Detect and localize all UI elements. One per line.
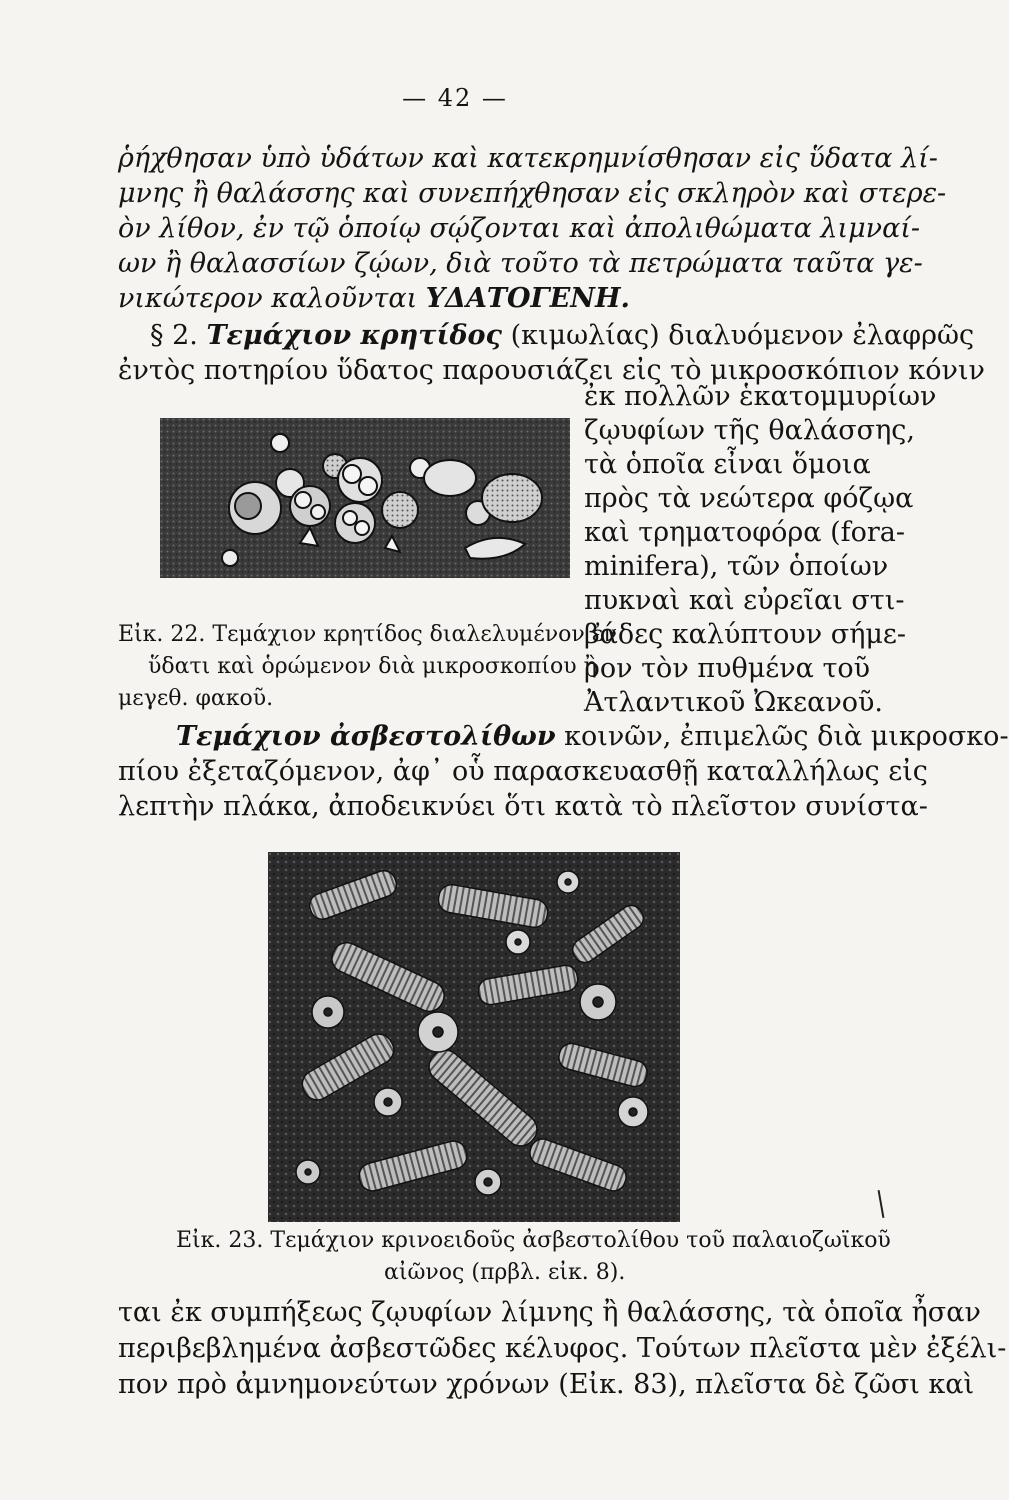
para4-line-3: πον πρὸ ἀμνημονεύτων χρόνων (Εἰκ. 83), πλεῖστα δὲ ζῶσι καὶ — [118, 1369, 975, 1400]
para3-line-3: λεπτὴν πλάκα, ἀποδεικνύει ὅτι κατὰ τὸ πλεῖστον συνίστα- — [118, 791, 928, 822]
para1-line-2: μνης ἢ θαλάσσης καὶ συνεπήχθησαν εἰς σκληρὸν καὶ στερε- — [118, 178, 947, 209]
para1-term: ΥΔΑΤΟΓΕΝΗ. — [425, 283, 630, 314]
page-number: — 42 — — [402, 84, 508, 112]
para1-line-1: ῥήχθησαν ὑπὸ ὑδάτων καὶ κατεκρημνίσθησαν εἰς ὕδατα λί- — [118, 143, 938, 174]
para2-side-line-3: τὰ ὁποῖα εἶναι ὅμοια — [584, 449, 871, 480]
para1-last-prefix: νικώτερον καλοῦνται — [118, 283, 426, 314]
para2-side-line-4: πρὸς τὰ νεώτερα φόζῳα — [584, 483, 914, 514]
para3-term: Τεμάχιον ἀσβεστολίθων — [176, 721, 556, 752]
para1-line-5 — [118, 282, 630, 316]
section-mark: § 2. — [150, 320, 198, 351]
para2-side-line-8: βάδες καλύπτουν σήμε- — [584, 619, 907, 650]
para2-line-2: ἐντὸς ποτηρίου ὕδατος παρουσιάζει εἰς τὸ μικροσκόπιον κόνιν — [118, 355, 985, 386]
para4-line-2: περιβεβλημένα ἀσβεστῶδες κέλυφος. Τούτων πλεῖστα μὲν ἐξέλι- — [118, 1333, 1007, 1364]
para3-line1-rest: κοινῶν, ἐπιμελῶς διὰ μικροσκο- — [564, 721, 1009, 752]
fig22-caption-line-2: ὕδατι καὶ ὁρώμενον διὰ μικροσκοπίου ἢ — [148, 654, 597, 679]
para2-line1-rest: (κιμωλίας) διαλυόμενον ἐλαφρῶς — [510, 320, 975, 351]
para2-side-line-9: ρον τὸν πυθμένα τοῦ — [584, 653, 871, 684]
para2-side-line-10: Ἀτλαντικοῦ Ὠκεανοῦ. — [584, 687, 883, 718]
para1-line-4: ων ἢ θαλασσίων ζῴων, διὰ τοῦτο τὰ πετρώματα ταῦτα γε- — [118, 248, 923, 279]
fig22-microscope-image — [160, 418, 570, 578]
fig23-caption-line-1: Εἰκ. 23. Τεμάχιον κρινοειδοῦς ἀσβεστολίθου τοῦ παλαιοζωϊκοῦ — [176, 1228, 891, 1253]
para3-line-2: πίου ἐξεταζόμενον, ἀφ᾽ οὗ παρασκευασθῇ καταλλήλως εἰς — [118, 756, 928, 787]
fig23-limestone-image — [268, 852, 680, 1222]
para2-side-line-2: ζῳυφίων τῆς θαλάσσης, — [584, 415, 915, 446]
foraminifera-illustration — [160, 418, 570, 578]
fig23-caption-line-2: αἰῶνος (πρβλ. εἰκ. 8). — [384, 1260, 626, 1285]
para4-line-1: ται ἐκ συμπήξεως ζῳυφίων λίμνης ἢ θαλάσσης, τὰ ὁποῖα ἦσαν — [118, 1297, 981, 1328]
para3-line-1 — [176, 720, 1009, 754]
fig22-caption-line-1: Εἰκ. 22. Τεμάχιον κρητίδος διαλελυμένον ἐν — [118, 622, 617, 647]
crinoid-limestone-illustration — [268, 852, 680, 1222]
para2-side-line-6: minifera), τῶν ὁποίων — [584, 551, 889, 582]
para2-line-1 — [150, 319, 974, 353]
fig22-caption-line-3: μεγεθ. φακοῦ. — [118, 686, 274, 711]
para1-line-3: ὸν λίθον, ἐν τῷ ὁποίῳ σῴζονται καὶ ἀπολιθώματα λιμναί- — [118, 213, 921, 244]
para2-term: Τεμάχιον κρητίδος — [206, 320, 502, 351]
print-edge-mark — [878, 1190, 885, 1218]
para2-side-line-5: καὶ τρηματοφόρα (fora- — [584, 517, 905, 548]
para2-side-line-7: πυκναὶ καὶ εὐρεῖαι στι- — [584, 585, 905, 616]
para2-side-line-1: ἐκ πολλῶν ἑκατομμυρίων — [584, 381, 937, 412]
